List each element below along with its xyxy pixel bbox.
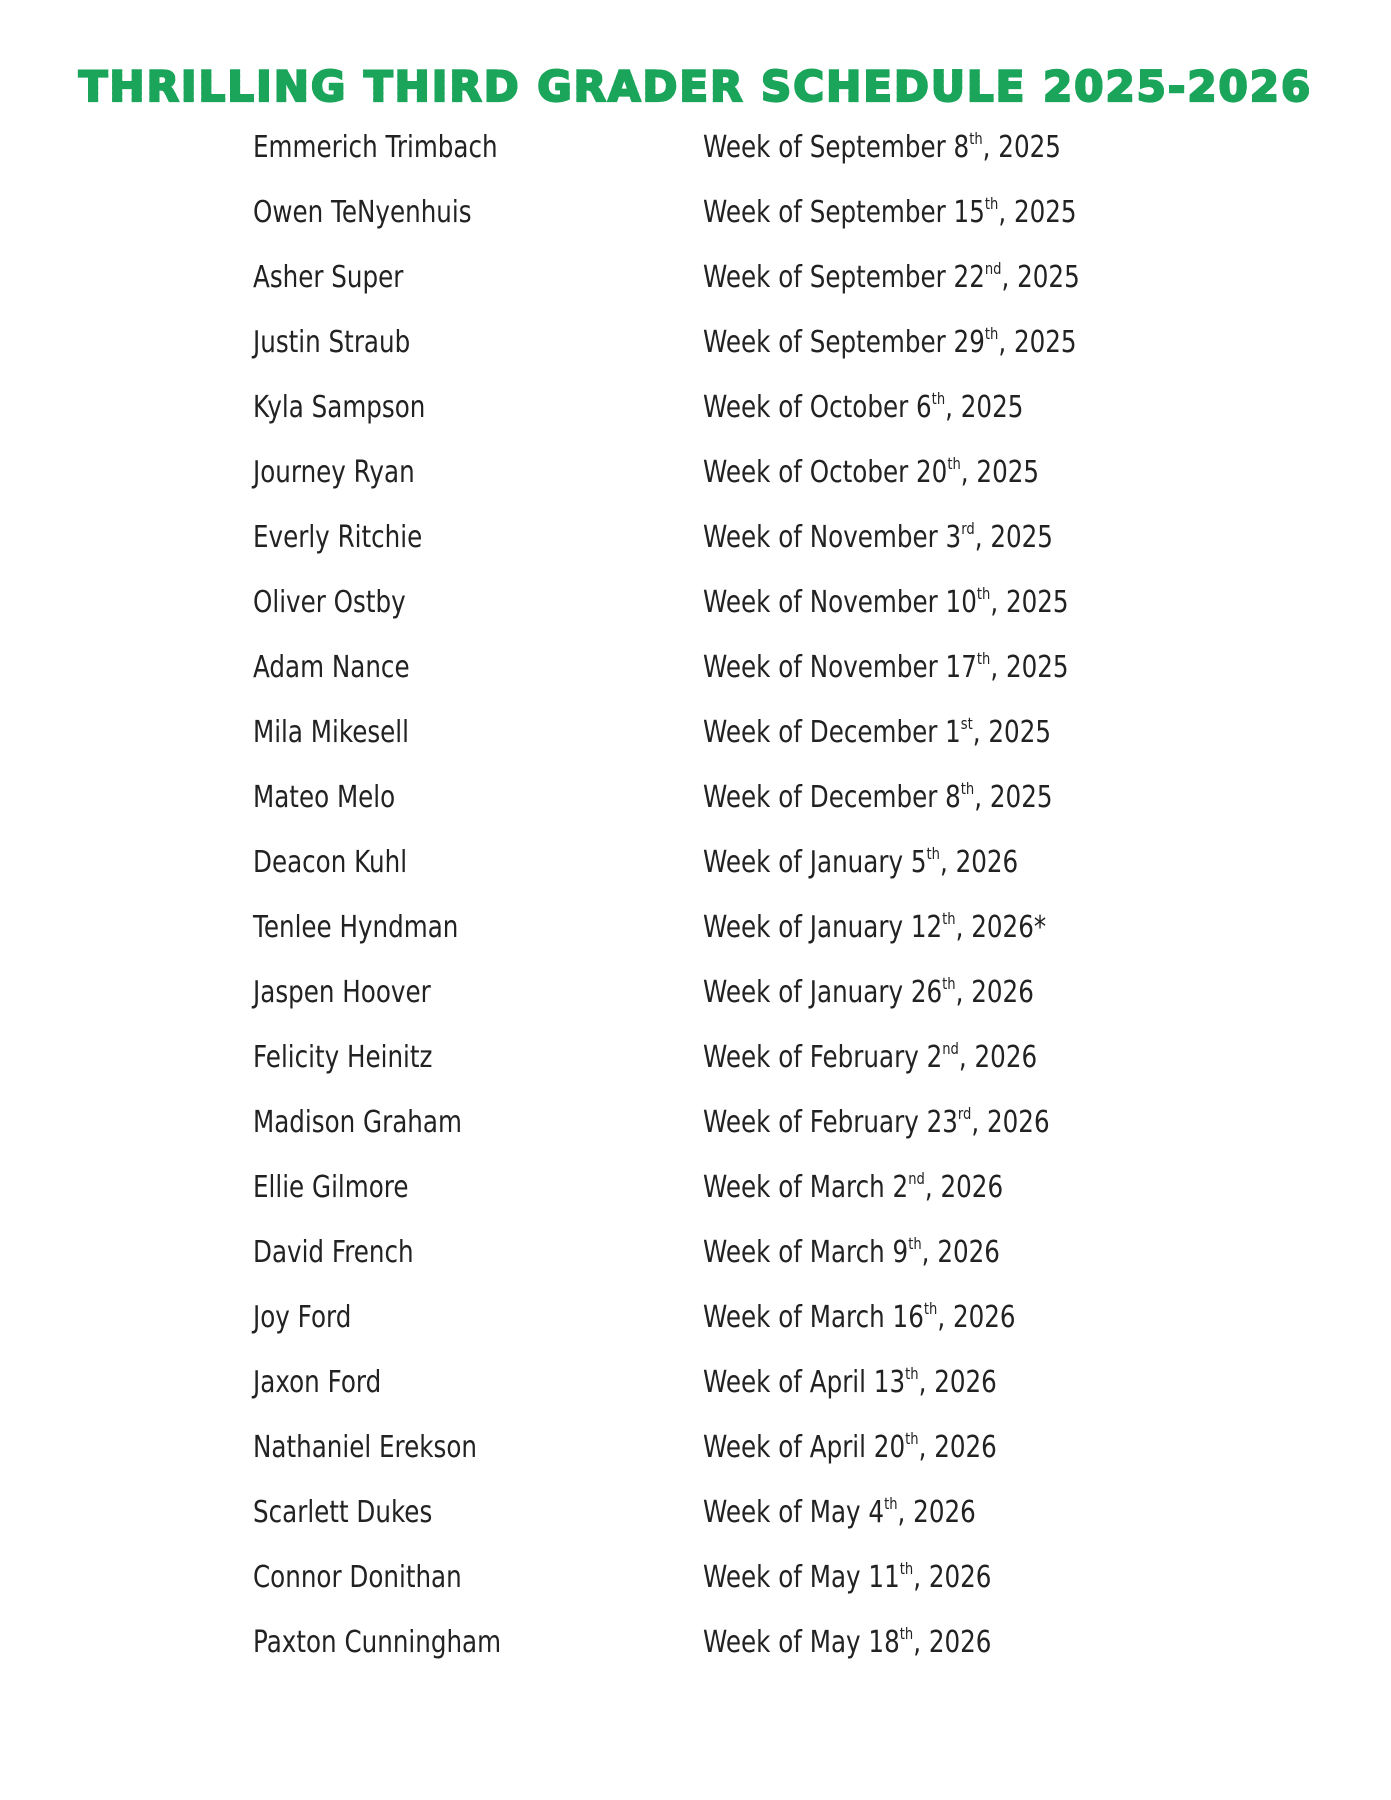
week-year-text: , 2025: [960, 455, 1040, 490]
assigned-week: [703, 323, 1077, 363]
ordinal-suffix: th: [976, 584, 991, 603]
student-name: David French: [253, 1235, 414, 1270]
schedule-row: [0, 1103, 1391, 1168]
student-name: Paxton Cunningham: [253, 1625, 502, 1660]
week-date-text: Week of April 20: [703, 1430, 906, 1465]
assigned-week: [703, 1038, 1037, 1078]
week-date-text: Week of September 22: [703, 260, 985, 295]
week-date-text: Week of April 13: [703, 1365, 906, 1400]
ordinal-suffix: st: [960, 714, 973, 733]
week-date-text: Week of March 2: [703, 1170, 909, 1205]
assigned-week: [703, 843, 1018, 883]
schedule-row: [0, 713, 1391, 778]
schedule-row: [0, 1623, 1391, 1688]
student-name: Everly Ritchie: [253, 520, 423, 555]
assigned-week: [703, 648, 1069, 688]
week-date-text: Week of December 1: [703, 715, 961, 750]
student-name: Justin Straub: [253, 325, 411, 360]
assigned-week: [703, 1233, 1000, 1273]
ordinal-suffix: nd: [942, 1039, 959, 1058]
ordinal-suffix: th: [905, 1429, 919, 1448]
student-name: Ellie Gilmore: [253, 1170, 409, 1205]
week-date-text: Week of September 29: [703, 325, 985, 360]
schedule-row: [0, 908, 1391, 973]
week-date-text: Week of May 18: [703, 1625, 900, 1660]
student-name: Mila Mikesell: [253, 715, 409, 750]
student-name: Mateo Melo: [253, 780, 396, 815]
week-year-text: , 2026: [939, 845, 1019, 880]
week-date-text: Week of May 11: [703, 1560, 900, 1595]
student-name: Madison Graham: [253, 1105, 462, 1140]
week-year-text: , 2025: [974, 780, 1053, 815]
student-name: Tenlee Hyndman: [253, 910, 459, 945]
ordinal-suffix: th: [931, 389, 946, 408]
week-year-text: , 2025: [990, 585, 1069, 620]
ordinal-suffix: th: [899, 1559, 914, 1578]
week-date-text: Week of January 5: [703, 845, 927, 880]
week-year-text: , 2026: [921, 1235, 1000, 1270]
student-name: Scarlett Dukes: [253, 1495, 433, 1530]
ordinal-suffix: th: [942, 909, 956, 928]
ordinal-suffix: th: [942, 974, 956, 993]
week-date-text: Week of October 6: [703, 390, 932, 425]
assigned-week: [703, 1623, 991, 1663]
week-date-text: Week of March 9: [703, 1235, 909, 1270]
week-year-text: , 2025: [998, 325, 1077, 360]
week-date-text: Week of November 10: [703, 585, 977, 620]
ordinal-suffix: rd: [957, 1104, 972, 1123]
student-name: Jaspen Hoover: [253, 975, 431, 1010]
schedule-row: [0, 1168, 1391, 1233]
week-year-text: , 2026: [924, 1170, 1004, 1205]
ordinal-suffix: th: [984, 324, 999, 343]
schedule-row: [0, 648, 1391, 713]
student-name: Owen TeNyenhuis: [253, 195, 472, 230]
week-year-text: , 2025: [974, 520, 1053, 555]
schedule-row: [0, 323, 1391, 388]
schedule-row: [0, 1298, 1391, 1363]
assigned-week: [703, 1103, 1050, 1143]
page-title-text: THRILLING THIRD GRADER SCHEDULE 2025-2026: [78, 62, 1313, 111]
assigned-week: [703, 1428, 997, 1468]
ordinal-suffix: nd: [908, 1169, 925, 1188]
week-year-text: , 2026: [913, 1625, 992, 1660]
week-year-text: , 2026: [971, 1105, 1050, 1140]
week-year-text: , 2025: [1001, 260, 1080, 295]
schedule-row: [0, 1038, 1391, 1103]
week-date-text: Week of March 16: [703, 1300, 924, 1335]
week-date-text: Week of November 3: [703, 520, 962, 555]
week-year-text: , 2026: [897, 1495, 976, 1530]
student-name: Journey Ryan: [253, 455, 415, 490]
ordinal-suffix: th: [908, 1234, 922, 1253]
week-date-text: Week of November 17: [703, 650, 977, 685]
schedule-list: [0, 128, 1391, 1688]
student-name: Deacon Kuhl: [253, 845, 408, 880]
week-year-text: , 2026*: [955, 910, 1047, 945]
ordinal-suffix: th: [905, 1364, 919, 1383]
week-date-text: Week of October 20: [703, 455, 948, 490]
ordinal-suffix: th: [960, 779, 975, 798]
schedule-row: [0, 128, 1391, 193]
ordinal-suffix: th: [984, 194, 999, 213]
student-name: Oliver Ostby: [253, 585, 406, 620]
student-name: Adam Nance: [253, 650, 410, 685]
student-name: Emmerich Trimbach: [253, 130, 498, 165]
week-year-text: , 2025: [982, 130, 1061, 165]
ordinal-suffix: th: [976, 649, 991, 668]
week-date-text: Week of September 8: [703, 130, 970, 165]
week-year-text: , 2025: [972, 715, 1052, 750]
week-date-text: Week of May 4: [703, 1495, 885, 1530]
schedule-row: [0, 843, 1391, 908]
student-name: Connor Donithan: [253, 1560, 462, 1595]
week-year-text: , 2026: [958, 1040, 1038, 1075]
schedule-row: [0, 778, 1391, 843]
student-name: Asher Super: [253, 260, 404, 295]
week-date-text: Week of February 2: [703, 1040, 943, 1075]
week-year-text: , 2026: [913, 1560, 992, 1595]
assigned-week: [703, 518, 1053, 558]
schedule-row: [0, 583, 1391, 648]
week-date-text: Week of January 26: [703, 975, 943, 1010]
student-name: Jaxon Ford: [253, 1365, 382, 1400]
week-date-text: Week of January 12: [703, 910, 943, 945]
week-date-text: Week of February 23: [703, 1105, 958, 1140]
week-year-text: , 2026: [955, 975, 1034, 1010]
schedule-row: [0, 518, 1391, 583]
ordinal-suffix: th: [899, 1624, 914, 1643]
week-year-text: , 2026: [918, 1365, 997, 1400]
assigned-week: [703, 1493, 976, 1533]
schedule-row: [0, 453, 1391, 518]
page-title: [0, 62, 1391, 111]
assigned-week: [703, 1168, 1003, 1208]
assigned-week: [703, 1298, 1016, 1338]
week-year-text: , 2025: [998, 195, 1077, 230]
schedule-row: [0, 258, 1391, 323]
week-date-text: Week of September 15: [703, 195, 985, 230]
assigned-week: [703, 713, 1051, 753]
student-name: Joy Ford: [253, 1300, 352, 1335]
week-date-text: Week of December 8: [703, 780, 961, 815]
week-year-text: , 2026: [918, 1430, 997, 1465]
schedule-row: [0, 193, 1391, 258]
ordinal-suffix: nd: [984, 259, 1002, 278]
assigned-week: [703, 128, 1061, 168]
ordinal-suffix: rd: [961, 519, 975, 538]
schedule-row: [0, 973, 1391, 1038]
assigned-week: [703, 453, 1039, 493]
schedule-row: [0, 388, 1391, 453]
assigned-week: [703, 1558, 991, 1598]
week-year-text: , 2026: [937, 1300, 1016, 1335]
week-year-text: , 2025: [945, 390, 1024, 425]
ordinal-suffix: th: [947, 454, 961, 473]
schedule-row: [0, 1363, 1391, 1428]
ordinal-suffix: th: [926, 844, 940, 863]
schedule-row: [0, 1233, 1391, 1298]
ordinal-suffix: th: [969, 129, 983, 148]
ordinal-suffix: th: [884, 1494, 898, 1513]
schedule-row: [0, 1558, 1391, 1623]
assigned-week: [703, 1363, 997, 1403]
assigned-week: [703, 193, 1077, 233]
week-year-text: , 2025: [990, 650, 1069, 685]
assigned-week: [703, 388, 1023, 428]
schedule-row: [0, 1493, 1391, 1558]
assigned-week: [703, 973, 1034, 1013]
schedule-row: [0, 1428, 1391, 1493]
assigned-week: [703, 778, 1052, 818]
student-name: Nathaniel Erekson: [253, 1430, 477, 1465]
assigned-week: [703, 258, 1080, 298]
student-name: Felicity Heinitz: [253, 1040, 433, 1075]
student-name: Kyla Sampson: [253, 390, 426, 425]
ordinal-suffix: th: [923, 1299, 938, 1318]
assigned-week: [703, 908, 1046, 948]
assigned-week: [703, 583, 1069, 623]
